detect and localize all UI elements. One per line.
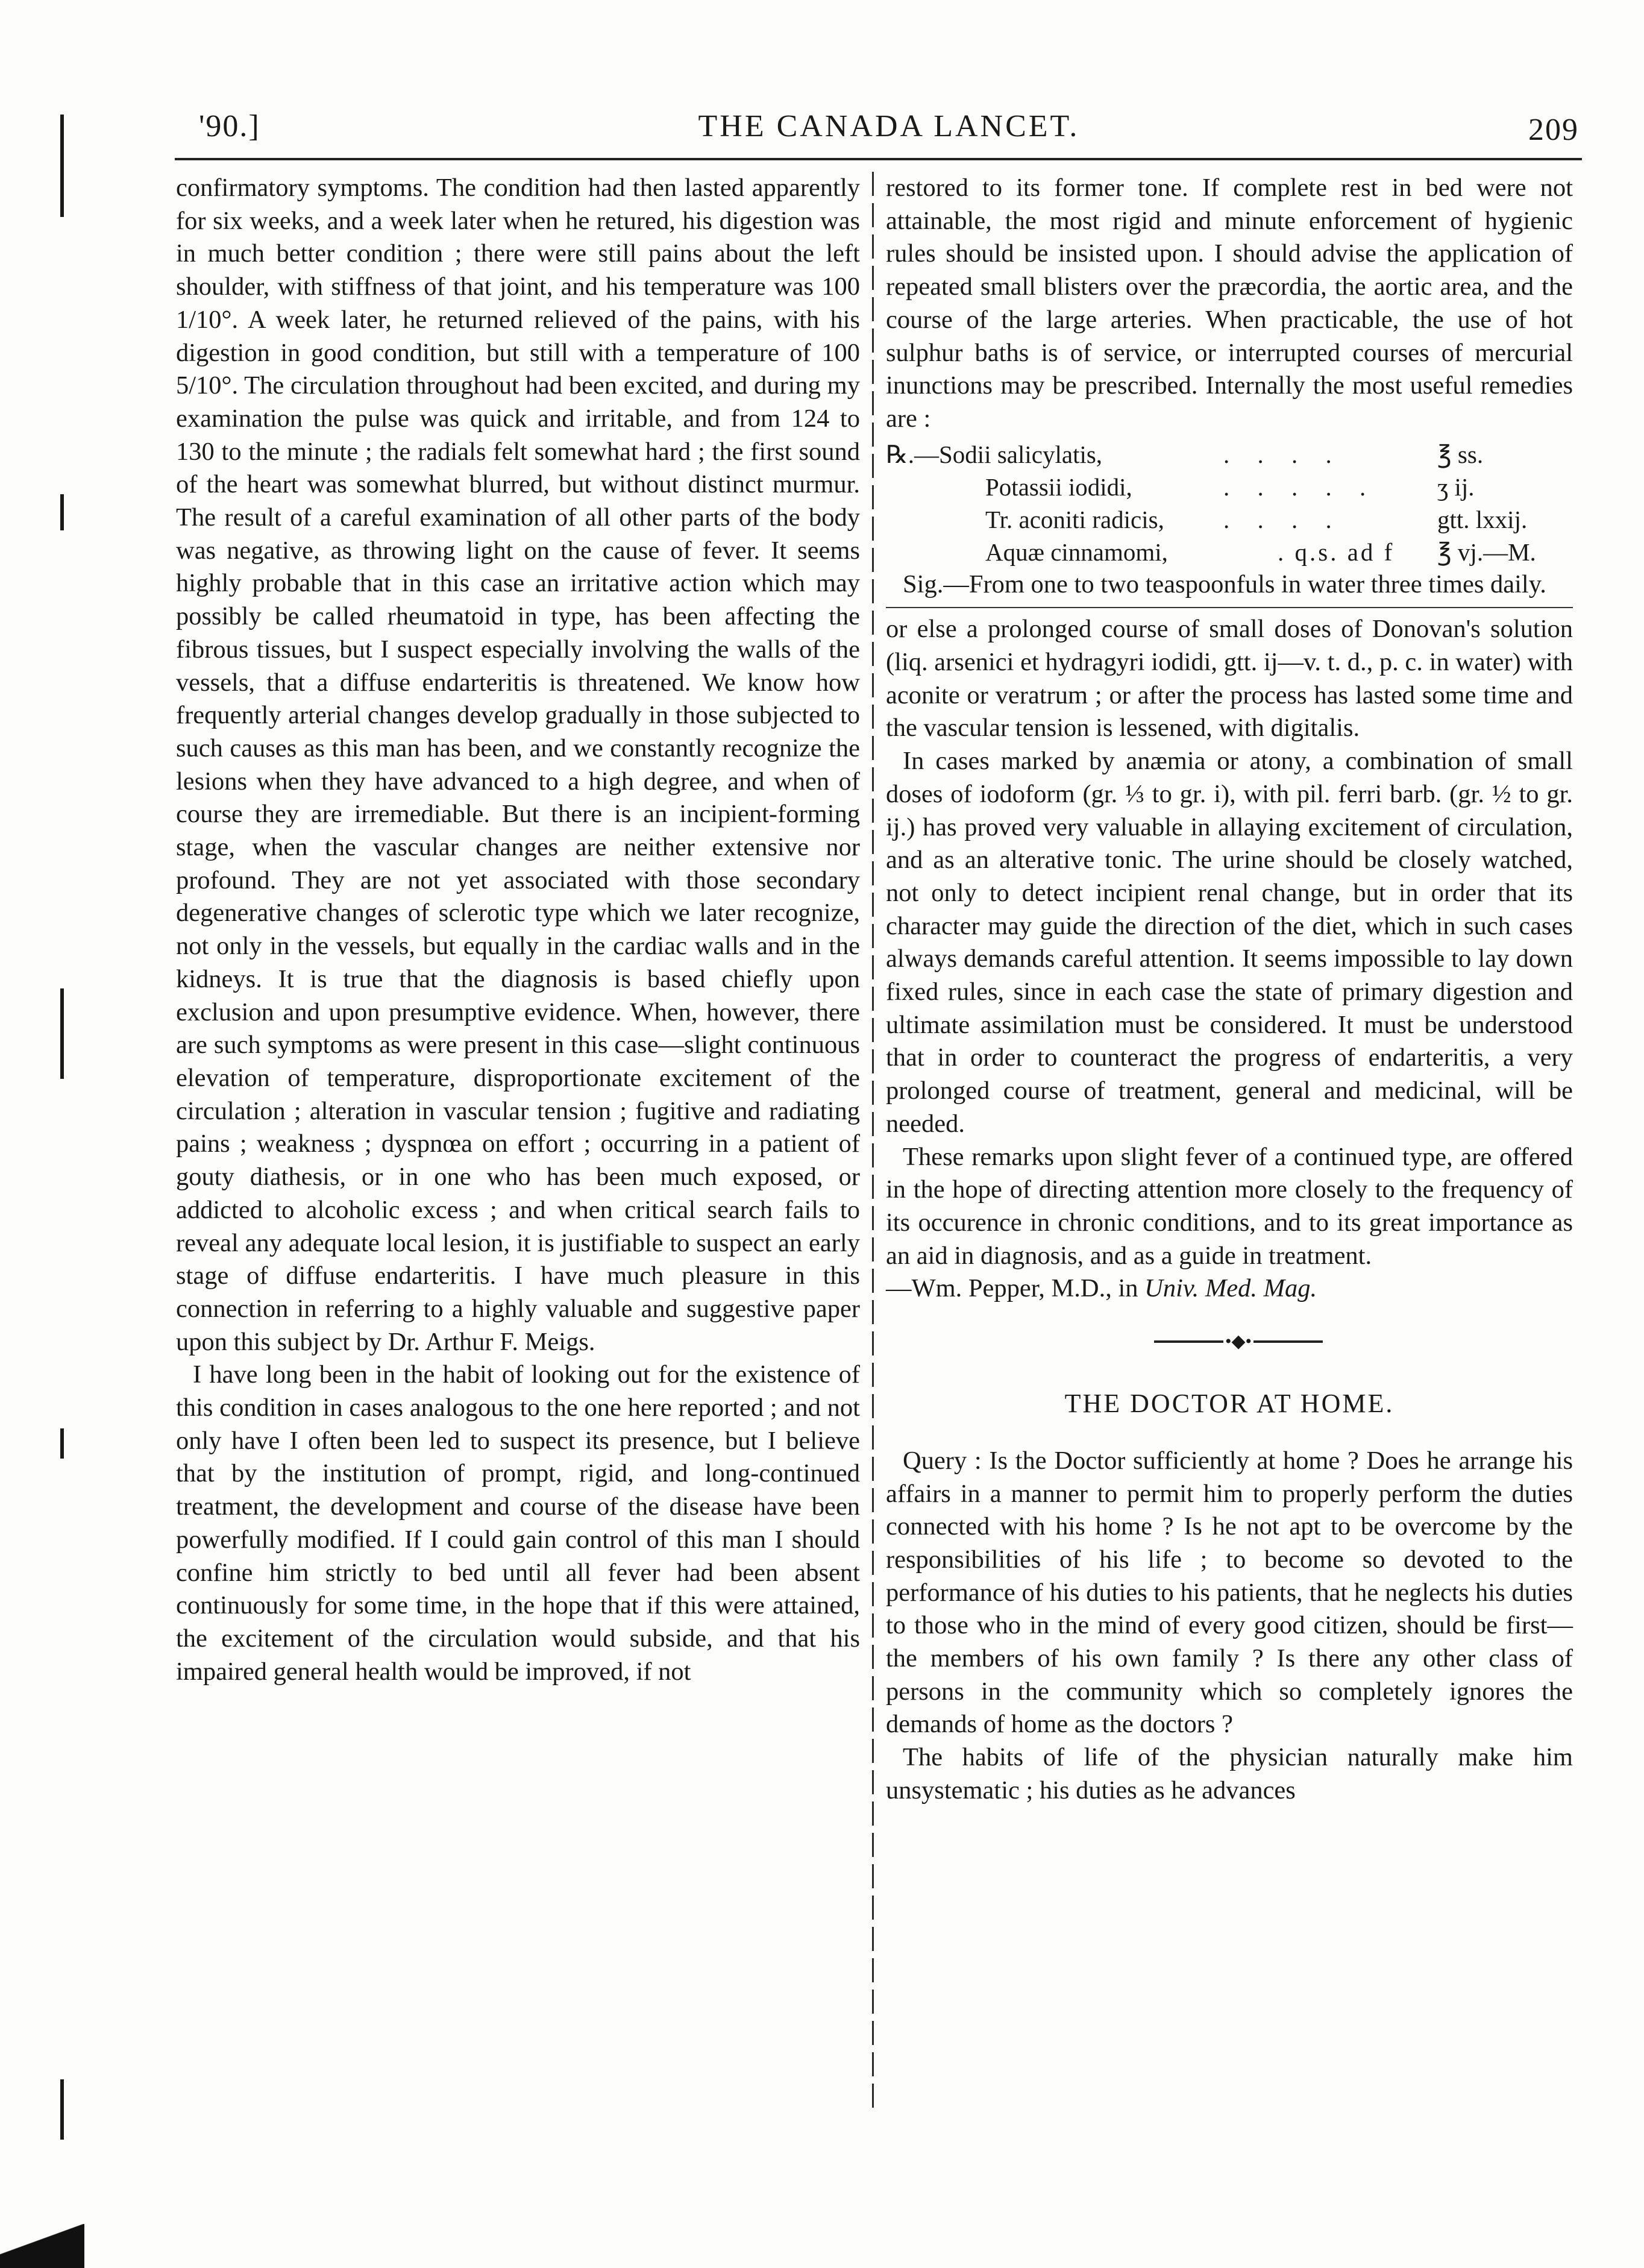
prescription-line bbox=[886, 503, 1573, 536]
scan-edge-mark bbox=[60, 1428, 64, 1459]
issue-year: '90.] bbox=[199, 109, 260, 143]
prescription-drug: Tr. aconiti radicis, bbox=[985, 505, 1164, 533]
prescription-dose: ℥ ss. bbox=[1437, 440, 1484, 468]
scan-edge-mark bbox=[60, 988, 64, 1079]
column-divider bbox=[872, 172, 874, 2113]
header-rule bbox=[175, 158, 1582, 160]
prescription-sig: Sig.—From one to two teaspoonfuls in water three times daily. bbox=[903, 570, 1546, 598]
right-column bbox=[886, 172, 1573, 1808]
prescription-block bbox=[886, 438, 1573, 568]
attribution bbox=[886, 1272, 1573, 1305]
prescription-line bbox=[886, 438, 1573, 471]
prescription-rule bbox=[886, 607, 1573, 608]
left-paragraph-1: confirmatory symptoms. The condition had then lasted apparently for six weeks, and a week later when he retured, his digestion was in much better condition ; there were still pains about the left shoulder, with stiffness of that joint, and his temperature was 100 1/10°. A week later, he returned relieved of the pains, with his digestion in good condition, but still with a temperature of 100 5/10°. The circulation throughout had been excited, and during my examination the pulse was quick and irritable, and from 124 to 130 to the minute ; the radials felt somewhat hard ; the first sound of the heart was somewhat blurred, but without distinct murmur. The result of a careful examination of all other parts of the body was negative, as throwing light on the cause of fever. It seems highly probable that in this case an irritative action which may possibly be called rheumatoid in type, has been affecting the fibrous tissues, but I suspect especially involving the walls of the vessels, that a diffuse endarteritis is threatened. We know how frequently arterial changes develop gradually in those subjected to such causes as this man has been, and we constantly recognize the lesions when they have advanced to a high degree, and when of course they are irremediable. But there is an incipient-forming stage, when the vascular changes are neither extensive nor profound. They are not yet associated with those secondary degenerative changes of sclerotic type which we later recognize, not only in the vessels, but equally in the cardiac walls and in the kidneys. It is true that the diagnosis is based chiefly upon exclusion and upon presumptive evidence. When, however, there are such symptoms as were present in this case—slight continuous elevation of temperature, disproportionate excitement of the circulation ; alteration in vascular tension ; fugitive and radiating pains ; weakness ; dyspnœa on effort ; occurring in a patient of gouty diathesis, or in one who has been much exposed, or addicted to alcoholic excess ; and when critical search fails to reveal any adequate local lesion, it is justifiable to suspect an early stage of diffuse endarteritis. I have much pleasure in this connection in referring to a highly valuable and suggestive paper upon this subject by Dr. Arthur F. Meigs. bbox=[176, 174, 860, 1356]
scan-edge-mark bbox=[60, 115, 64, 217]
right-paragraph-6: The habits of life of the physician naturally make him unsystematic ; his duties as he advances bbox=[886, 1743, 1573, 1805]
right-paragraph-3: In cases marked by anæmia or atony, a combination of small doses of iodoform (gr. ⅓ to gr. i), with pil. ferri barb. (gr. ½ to gr. ij.) has proved very valuable in allaying excitement of circulation, and as an alterative tonic. The urine should be closely watched, not only to detect incipient renal change, but in order that its character may guide the direction of the diet, which in such cases always demands careful attention. It seems impossible to lay down fixed rules, since in each case the state of primary digestion and ultimate assimilation must be considered. It must be understood that in order to counteract the progress of endarteritis, a very prolonged course of treatment, general and medicinal, will be needed. bbox=[886, 747, 1573, 1138]
running-head bbox=[199, 108, 1579, 157]
prescription-dots: . q.s. ad f bbox=[1278, 538, 1395, 566]
prescription-drug: Aquæ cinnamomi, bbox=[985, 538, 1168, 566]
prescription-dose: gtt. lxxij. bbox=[1437, 505, 1528, 533]
attribution-author: —Wm. Pepper, M.D., in bbox=[886, 1274, 1138, 1303]
right-paragraph-5: Query : Is the Doctor sufficiently at home ? Does he arrange his affairs in a manner to permit him to properly perform the duties connected with his home ? Is he not apt to be overcome by the responsibilities of his life ; to become so devoted to the performance of his duties to his patients, that he neglects his duties to those who in the mind of every good citizen, should be first—the members of his own family ? Is there any other class of persons in the community which so completely ignores the demands of home as the doctors ? bbox=[886, 1446, 1573, 1739]
right-paragraph-1: restored to its former tone. If complete rest in bed were not attainable, the most rigid and minute enforcement of hygienic rules should be insisted upon. I should advise the application of repeated small blisters over the præcordia, the aortic area, and the course of the large arteries. When practicable, the use of hot sulphur baths is of service, or interrupted courses of mercurial inunctions may be prescribed. Internally the most useful remedies are : bbox=[886, 174, 1573, 433]
section-title: THE DOCTOR AT HOME. bbox=[1064, 1389, 1395, 1419]
left-column bbox=[176, 172, 860, 1688]
page-number: 209 bbox=[1528, 113, 1579, 147]
ornament-bar-left bbox=[1154, 1340, 1223, 1343]
scan-edge-mark bbox=[60, 494, 64, 530]
prescription-drug: ℞.—Sodii salicylatis, bbox=[886, 440, 1103, 468]
prescription-drug: Potassii iodidi, bbox=[985, 473, 1132, 501]
prescription-dots: . . . . bbox=[1223, 440, 1343, 468]
scan-corner-blot bbox=[0, 2224, 84, 2268]
prescription-dots: . . . . . bbox=[1223, 473, 1377, 501]
prescription-dots: . . . . bbox=[1223, 505, 1343, 533]
prescription-line bbox=[886, 536, 1573, 568]
attribution-source: Univ. Med. Mag. bbox=[1144, 1274, 1317, 1303]
prescription-line bbox=[886, 471, 1573, 503]
right-paragraph-2: or else a prolonged course of small doses of Donovan's solution (liq. arsenici et hydragyri iodidi, gtt. ij—v. t. d., p. c. in water) with aconite or veratrum ; or after the process has lasted some time and the vascular tension is lessened, with digitalis. bbox=[886, 615, 1573, 743]
scan-edge-mark bbox=[60, 2079, 64, 2140]
prescription-dose: ʒ ij. bbox=[1437, 473, 1475, 501]
journal-title: THE CANADA LANCET. bbox=[698, 109, 1080, 143]
ornament-bar-right bbox=[1253, 1340, 1323, 1343]
right-paragraph-4: These remarks upon slight fever of a continued type, are offered in the hope of directing attention more closely to the frequency of its occurence in chronic conditions, and to its great importance as an aid in diagnosis, and as a guide in treatment. bbox=[886, 1142, 1573, 1270]
ornament-knot: •◆• bbox=[1225, 1331, 1252, 1352]
left-paragraph-2: I have long been in the habit of looking out for the existence of this condition in cases analogous to the one here reported ; and not only have I often been led to suspect its presence, but I believe that by the institution of prompt, rigid, and long-continued treatment, the development and course of the disease have been powerfully modified. If I could gain control of this man I should confine him strictly to bed until all fever had been absent continuously for some time, in the hope that if this were attained, the excitement of the circulation would subside, and that his impaired general health would be improved, if not bbox=[176, 1360, 860, 1686]
section-ornament bbox=[886, 1325, 1573, 1361]
prescription-dose: ℥ vj.—M. bbox=[1437, 538, 1536, 566]
